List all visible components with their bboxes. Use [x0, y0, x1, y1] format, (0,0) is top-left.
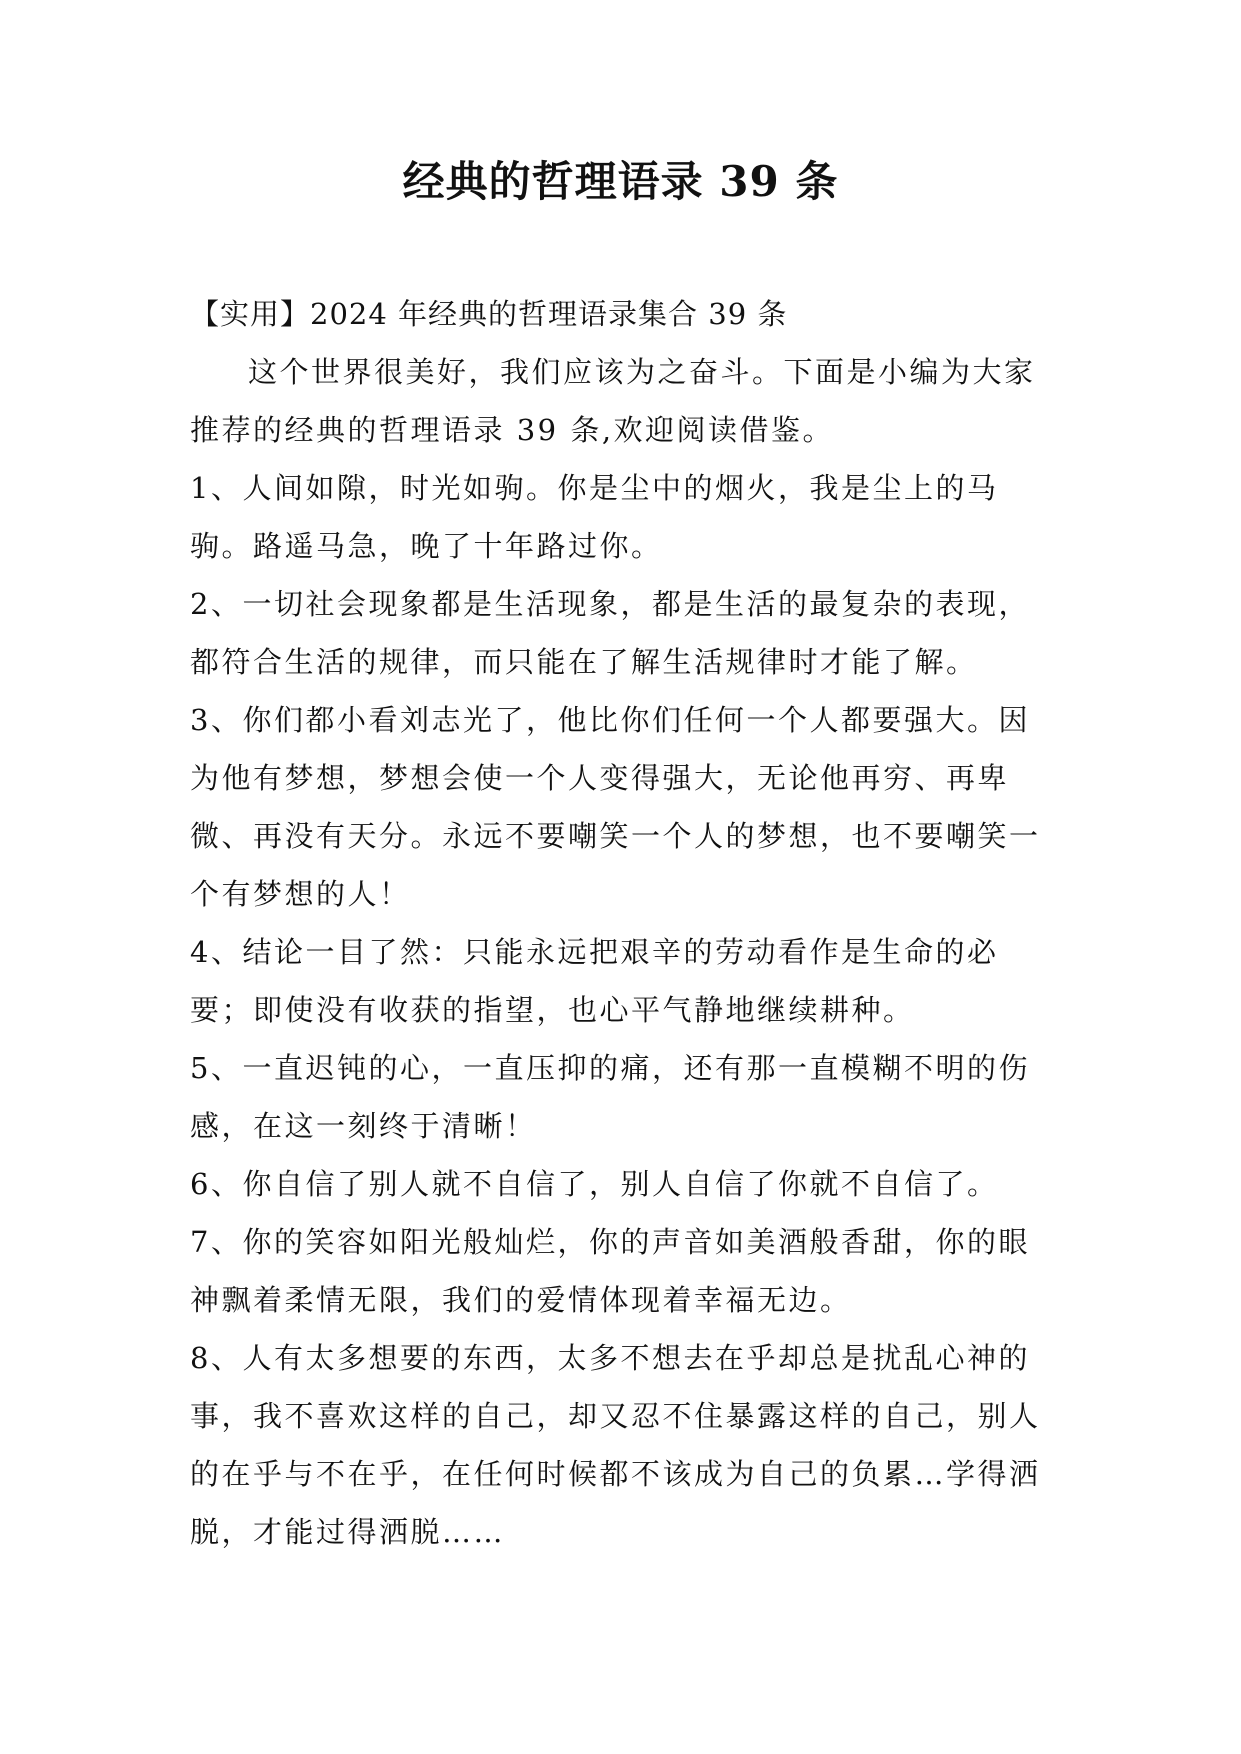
quote-item-1: 1、人间如隙，时光如驹。你是尘中的烟火，我是尘上的马驹。路遥马急，晚了十年路过你。: [190, 471, 999, 563]
quote-item-8: 8、人有太多想要的东西，太多不想去在乎却总是扰乱心神的事，我不喜欢这样的自己，却又忍不住暴露这样的自己，别人的在乎与不在乎，在任何时候都不该成为自己的负累…学得洒脱，才能过得洒脱……: [190, 1341, 1041, 1549]
document-subtitle: 【实用】2024 年经典的哲理语录集合 39 条: [190, 297, 788, 331]
document-title: 经典的哲理语录 39 条: [402, 157, 839, 206]
quote-item-2: 2、一切社会现象都是生活现象，都是生活的最复杂的表现，都符合生活的规律，而只能在了解生活规律时才能了解。: [190, 587, 1030, 679]
quote-item-3: 3、你们都小看刘志光了，他比你们任何一个人都要强大。因为他有梦想，梦想会使一个人变得强大，无论他再穷、再卑微、再没有天分。永远不要嘲笑一个人的梦想，也不要嘲笑一个有梦想的人！: [190, 703, 1041, 911]
quote-item-7: 7、你的笑容如阳光般灿烂，你的声音如美酒般香甜，你的眼神飘着柔情无限，我们的爱情体现着幸福无边。: [190, 1225, 1030, 1317]
quote-item-6: 6、你自信了别人就不自信了，别人自信了你就不自信了。: [190, 1167, 999, 1201]
intro-paragraph: 这个世界很美好，我们应该为之奋斗。下面是小编为大家推荐的经典的哲理语录 39 条,欢迎阅读借鉴。: [190, 355, 1036, 447]
quote-item-5: 5、一直迟钝的心，一直压抑的痛，还有那一直模糊不明的伤感，在这一刻终于清晰！: [190, 1051, 1030, 1143]
quote-item-4: 4、结论一目了然：只能永远把艰辛的劳动看作是生命的必要；即使没有收获的指望，也心平气静地继续耕种。: [190, 935, 999, 1027]
document-body: [190, 285, 1060, 1561]
